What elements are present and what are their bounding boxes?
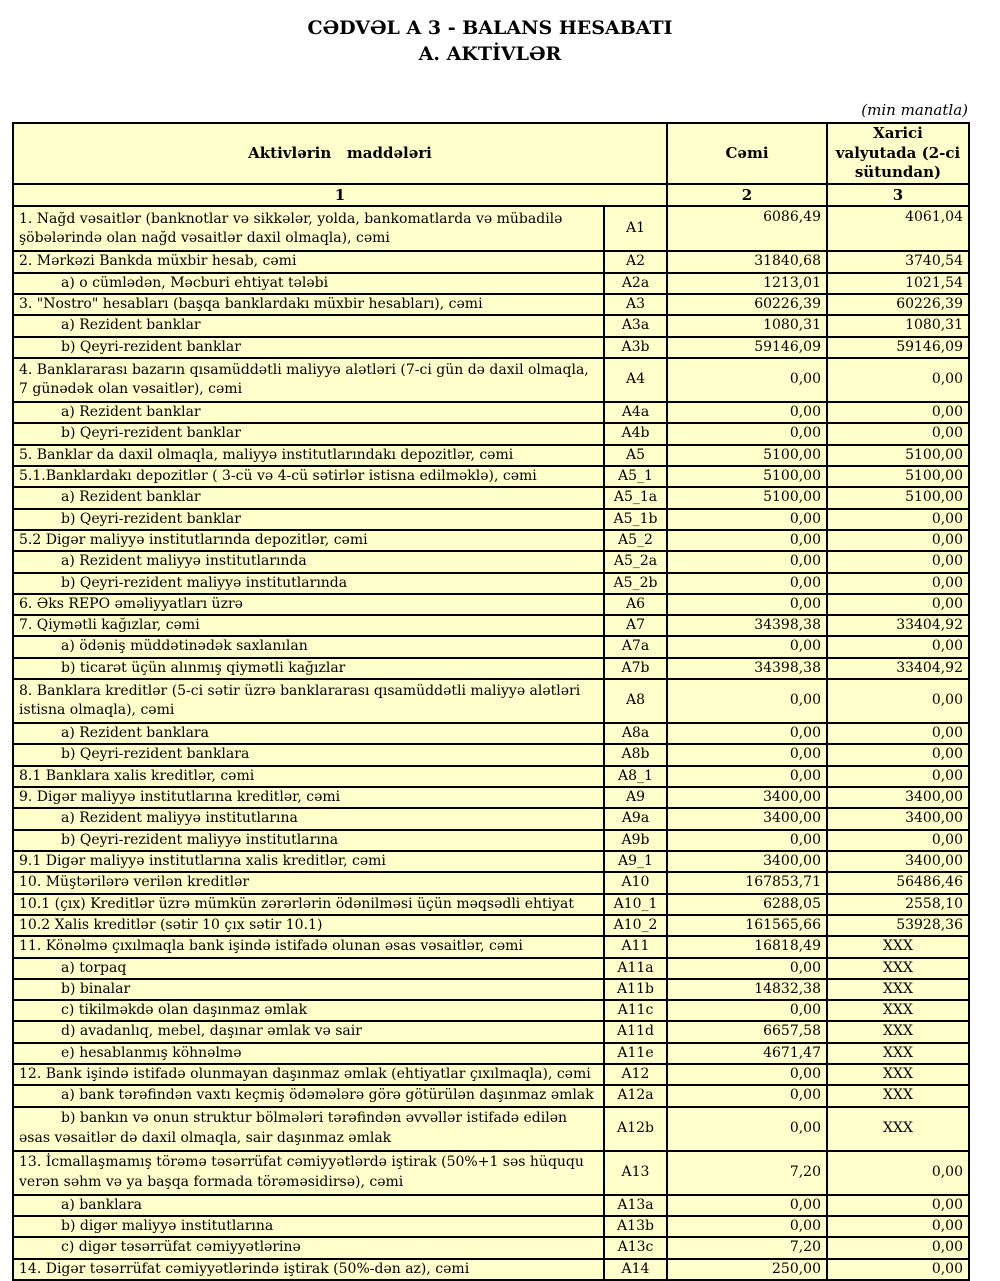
- total-value: 3400,00: [667, 851, 827, 872]
- item-code: A8b: [604, 744, 667, 765]
- foreign-currency-value: 5100,00: [827, 487, 969, 508]
- foreign-currency-value: 0,00: [827, 402, 969, 423]
- total-value: 6288,05: [667, 894, 827, 915]
- column-number-3: 3: [827, 184, 969, 207]
- total-value: 4671,47: [667, 1043, 827, 1064]
- item-code: A11: [604, 936, 667, 957]
- item-code: A4b: [604, 423, 667, 444]
- total-value: 250,00: [667, 1259, 827, 1280]
- item-code: A5_1b: [604, 509, 667, 530]
- document-page: [12, 16, 968, 1281]
- item-label: 5.1.Banklardakı depozitlər ( 3-cü və 4-cü sətirlər istisna edilməklə), cəmi: [13, 466, 604, 487]
- item-code: A5_1: [604, 466, 667, 487]
- item-label: 11. Könəlmə çıxılmaqla bank işində istifadə olunan əsas vəsaitlər, cəmi: [13, 936, 604, 957]
- total-value: 0,00: [667, 958, 827, 979]
- table-row: [13, 423, 969, 444]
- table-row: [13, 894, 969, 915]
- table-row: [13, 487, 969, 508]
- item-code: A5_2a: [604, 551, 667, 572]
- total-value: 5100,00: [667, 487, 827, 508]
- total-value: 0,00: [667, 594, 827, 615]
- item-code: A9: [604, 787, 667, 808]
- table-row: [13, 1043, 969, 1064]
- table-row: [13, 530, 969, 551]
- total-value: 0,00: [667, 509, 827, 530]
- item-code: A12a: [604, 1085, 667, 1106]
- foreign-currency-value: 0,00: [827, 358, 969, 402]
- item-code: A5_2: [604, 530, 667, 551]
- total-value: 167853,71: [667, 872, 827, 893]
- total-value: 31840,68: [667, 251, 827, 272]
- total-value: 7,20: [667, 1237, 827, 1258]
- total-value: 60226,39: [667, 294, 827, 315]
- column-number-1: 1: [13, 184, 667, 207]
- table-row: [13, 744, 969, 765]
- foreign-currency-value: 0,00: [827, 1195, 969, 1216]
- foreign-currency-value: 0,00: [827, 723, 969, 744]
- item-code: A13a: [604, 1195, 667, 1216]
- foreign-currency-value: 0,00: [827, 423, 969, 444]
- item-code: A6: [604, 594, 667, 615]
- item-code: A13b: [604, 1216, 667, 1237]
- item-label: 8. Banklara kreditlər (5-ci sətir üzrə banklararası qısamüddətli maliyyə alətləri istisna olmaqla), cəmi: [13, 679, 604, 723]
- item-label: e) hesablanmış köhnəlmə: [13, 1043, 604, 1064]
- item-code: A10_1: [604, 894, 667, 915]
- table-row: [13, 1000, 969, 1021]
- unit-note: (min manatla): [861, 101, 968, 120]
- item-label: 12. Bank işində istifadə olunmayan daşınmaz əmlak (ehtiyatlar çıxılmaqla), cəmi: [13, 1064, 604, 1085]
- table-row: [13, 337, 969, 358]
- total-value: 34398,38: [667, 658, 827, 679]
- total-value: 0,00: [667, 1085, 827, 1106]
- item-label: 8.1 Banklara xalis kreditlər, cəmi: [13, 766, 604, 787]
- foreign-currency-value: 3400,00: [827, 808, 969, 829]
- total-value: 0,00: [667, 402, 827, 423]
- foreign-currency-value: 0,00: [827, 636, 969, 657]
- total-value: 0,00: [667, 766, 827, 787]
- foreign-currency-value: 4061,04: [827, 206, 969, 251]
- foreign-currency-value: 0,00: [827, 744, 969, 765]
- table-row: [13, 551, 969, 572]
- foreign-currency-value: 5100,00: [827, 445, 969, 466]
- item-code: A13c: [604, 1237, 667, 1258]
- item-label: 14. Digər təsərrüfat cəmiyyətlərində iştirak (50%-dən az), cəmi: [13, 1259, 604, 1280]
- item-code: A11c: [604, 1000, 667, 1021]
- total-value: 0,00: [667, 573, 827, 594]
- foreign-currency-value: 3400,00: [827, 787, 969, 808]
- total-value: 6086,49: [667, 206, 827, 251]
- item-label: b) Qeyri-rezident banklara: [13, 744, 604, 765]
- total-value: 0,00: [667, 551, 827, 572]
- item-label: 7. Qiymətli kağızlar, cəmi: [13, 615, 604, 636]
- total-value: 59146,09: [667, 337, 827, 358]
- table-row: [13, 466, 969, 487]
- table-row: [13, 830, 969, 851]
- foreign-currency-value: 2558,10: [827, 894, 969, 915]
- total-value: 0,00: [667, 679, 827, 723]
- foreign-currency-value: 0,00: [827, 1216, 969, 1237]
- table-row: [13, 1237, 969, 1258]
- total-value: 0,00: [667, 423, 827, 444]
- table-row: [13, 958, 969, 979]
- item-code: A9b: [604, 830, 667, 851]
- table-row: [13, 872, 969, 893]
- item-label: 9.1 Digər maliyyə institutlarına xalis kreditlər, cəmi: [13, 851, 604, 872]
- foreign-currency-value: 3740,54: [827, 251, 969, 272]
- item-code: A10_2: [604, 915, 667, 936]
- foreign-currency-value: 0,00: [827, 1237, 969, 1258]
- column-number-2: 2: [667, 184, 827, 207]
- item-label: a) Rezident maliyyə institutlarında: [13, 551, 604, 572]
- table-row: [13, 766, 969, 787]
- item-code: A3a: [604, 315, 667, 336]
- item-label: 9. Digər maliyyə institutlarına kreditlər, cəmi: [13, 787, 604, 808]
- item-label: a) ödəniş müddətinədək saxlanılan: [13, 636, 604, 657]
- item-code: A11b: [604, 979, 667, 1000]
- foreign-currency-value: 3400,00: [827, 851, 969, 872]
- total-value: 0,00: [667, 1216, 827, 1237]
- total-value: 0,00: [667, 636, 827, 657]
- item-label: 5. Banklar da daxil olmaqla, maliyyə institutlarındakı depozitlər, cəmi: [13, 445, 604, 466]
- item-label: a) banklara: [13, 1195, 604, 1216]
- item-label: 1. Nağd vəsaitlər (banknotlar və sikkələr, yolda, bankomatlarda və mübadilə şöbələrində olan nağd vəsaitlər daxil olmaqla), cəmi: [13, 206, 604, 251]
- item-label: b) binalar: [13, 979, 604, 1000]
- balance-sheet-table: [12, 122, 970, 1281]
- foreign-currency-value: XXX: [827, 936, 969, 957]
- foreign-currency-value: 59146,09: [827, 337, 969, 358]
- foreign-currency-value: 0,00: [827, 509, 969, 530]
- item-code: A11a: [604, 958, 667, 979]
- total-value: 3400,00: [667, 808, 827, 829]
- table-row: [13, 358, 969, 402]
- table-row: [13, 445, 969, 466]
- item-label: a) o cümlədən, Məcburi ehtiyat tələbi: [13, 273, 604, 294]
- header-row: [13, 123, 969, 184]
- item-label: b) ticarət üçün alınmış qiymətli kağızlar: [13, 658, 604, 679]
- foreign-currency-value: 60226,39: [827, 294, 969, 315]
- table-row: [13, 1064, 969, 1085]
- item-code: A5_1a: [604, 487, 667, 508]
- item-code: A11d: [604, 1021, 667, 1042]
- foreign-currency-value: 0,00: [827, 830, 969, 851]
- total-value: 0,00: [667, 830, 827, 851]
- total-value: 0,00: [667, 1000, 827, 1021]
- item-code: A4a: [604, 402, 667, 423]
- item-code: A1: [604, 206, 667, 251]
- table-row: [13, 294, 969, 315]
- document-subtitle: A. AKTİVLƏR: [418, 42, 562, 65]
- item-label: 4. Banklararası bazarın qısamüddətli maliyyə alətləri (7-ci gün də daxil olmaqla, 7 günədək olan vəsaitlər), cəmi: [13, 358, 604, 402]
- foreign-currency-value: 0,00: [827, 573, 969, 594]
- table-row: [13, 251, 969, 272]
- total-value: 0,00: [667, 1195, 827, 1216]
- table-row: [13, 206, 969, 251]
- item-label: d) avadanlıq, mebel, daşınar əmlak və sair: [13, 1021, 604, 1042]
- total-value: 6657,58: [667, 1021, 827, 1042]
- item-label: b) Qeyri-rezident maliyyə institutlarına: [13, 830, 604, 851]
- item-label: a) Rezident banklar: [13, 315, 604, 336]
- item-label: a) Rezident maliyyə institutlarına: [13, 808, 604, 829]
- item-label: 10. Müştərilərə verilən kreditlər: [13, 872, 604, 893]
- total-value: 0,00: [667, 744, 827, 765]
- item-label: 10.2 Xalis kreditlər (sətir 10 çıx sətir 10.1): [13, 915, 604, 936]
- title-block: [12, 16, 968, 67]
- total-value: 161565,66: [667, 915, 827, 936]
- foreign-currency-value: XXX: [827, 1064, 969, 1085]
- table-row: [13, 594, 969, 615]
- table-body: [13, 123, 969, 1280]
- item-code: A13: [604, 1151, 667, 1195]
- foreign-currency-value: 56486,46: [827, 872, 969, 893]
- total-value: 3400,00: [667, 787, 827, 808]
- item-label: b) digər maliyyə institutlarına: [13, 1216, 604, 1237]
- item-code: A9_1: [604, 851, 667, 872]
- total-value: 0,00: [667, 1107, 827, 1151]
- table-row: [13, 315, 969, 336]
- item-code: A12: [604, 1064, 667, 1085]
- item-code: A2a: [604, 273, 667, 294]
- table-row: [13, 273, 969, 294]
- item-label: 13. İcmallaşmamış törəmə təsərrüfat cəmiyyətlərdə iştirak (50%+1 səs hüququ verən səhm və ya başqa formada törəməsidirsə), cəmi: [13, 1151, 604, 1195]
- item-code: A8: [604, 679, 667, 723]
- table-row: [13, 1107, 969, 1151]
- foreign-currency-value: 1021,54: [827, 273, 969, 294]
- table-row: [13, 851, 969, 872]
- item-label: b) Qeyri-rezident maliyyə institutlarında: [13, 573, 604, 594]
- item-label: c) tikilməkdə olan daşınmaz əmlak: [13, 1000, 604, 1021]
- total-value: 5100,00: [667, 445, 827, 466]
- foreign-currency-value: XXX: [827, 1085, 969, 1106]
- foreign-currency-value: 33404,92: [827, 615, 969, 636]
- foreign-currency-value: 0,00: [827, 766, 969, 787]
- foreign-currency-value: 0,00: [827, 551, 969, 572]
- total-value: 0,00: [667, 1064, 827, 1085]
- item-label: a) Rezident banklara: [13, 723, 604, 744]
- item-label: a) Rezident banklar: [13, 402, 604, 423]
- total-value: 34398,38: [667, 615, 827, 636]
- item-label: b) Qeyri-rezident banklar: [13, 337, 604, 358]
- foreign-currency-value: XXX: [827, 1107, 969, 1151]
- table-row: [13, 573, 969, 594]
- table-row: [13, 636, 969, 657]
- table-row: [13, 1021, 969, 1042]
- table-row: [13, 509, 969, 530]
- header-items: Aktivlərin maddələri: [13, 123, 667, 184]
- item-code: A9a: [604, 808, 667, 829]
- item-code: A7a: [604, 636, 667, 657]
- total-value: 0,00: [667, 530, 827, 551]
- item-code: A5: [604, 445, 667, 466]
- item-code: A12b: [604, 1107, 667, 1151]
- item-code: A2: [604, 251, 667, 272]
- table-row: [13, 1151, 969, 1195]
- total-value: 14832,38: [667, 979, 827, 1000]
- item-label: 2. Mərkəzi Bankda müxbir hesab, cəmi: [13, 251, 604, 272]
- item-code: A4: [604, 358, 667, 402]
- table-row: [13, 787, 969, 808]
- item-code: A8a: [604, 723, 667, 744]
- foreign-currency-value: 0,00: [827, 1151, 969, 1195]
- item-label: a) bank tərəfindən vaxtı keçmiş ödəmələrə görə götürülən daşınmaz əmlak: [13, 1085, 604, 1106]
- table-row: [13, 936, 969, 957]
- total-value: 1080,31: [667, 315, 827, 336]
- total-value: 7,20: [667, 1151, 827, 1195]
- table-row: [13, 658, 969, 679]
- table-row: [13, 915, 969, 936]
- header-total: Cəmi: [667, 123, 827, 184]
- foreign-currency-value: XXX: [827, 958, 969, 979]
- header-foreign: Xarici valyutada (2-ci sütundan): [827, 123, 969, 184]
- item-code: A5_2b: [604, 573, 667, 594]
- item-label: a) Rezident banklar: [13, 487, 604, 508]
- foreign-currency-value: XXX: [827, 1021, 969, 1042]
- table-row: [13, 1216, 969, 1237]
- column-number-row: [13, 184, 969, 207]
- item-label: 10.1 (çıx) Kreditlər üzrə mümkün zərərlərin ödənilməsi üçün məqsədli ehtiyat: [13, 894, 604, 915]
- total-value: 0,00: [667, 358, 827, 402]
- foreign-currency-value: XXX: [827, 1000, 969, 1021]
- total-value: 16818,49: [667, 936, 827, 957]
- item-label: a) torpaq: [13, 958, 604, 979]
- item-label: 3. "Nostro" hesabları (başqa banklardakı müxbir hesabları), cəmi: [13, 294, 604, 315]
- foreign-currency-value: 53928,36: [827, 915, 969, 936]
- item-code: A10: [604, 872, 667, 893]
- table-row: [13, 679, 969, 723]
- foreign-currency-value: 0,00: [827, 530, 969, 551]
- foreign-currency-value: 0,00: [827, 1259, 969, 1280]
- item-code: A7b: [604, 658, 667, 679]
- item-code: A14: [604, 1259, 667, 1280]
- foreign-currency-value: 33404,92: [827, 658, 969, 679]
- table-row: [13, 723, 969, 744]
- total-value: 1213,01: [667, 273, 827, 294]
- table-row: [13, 1085, 969, 1106]
- total-value: 5100,00: [667, 466, 827, 487]
- item-label: 5.2 Digər maliyyə institutlarında depozitlər, cəmi: [13, 530, 604, 551]
- foreign-currency-value: 0,00: [827, 679, 969, 723]
- item-label: c) digər təsərrüfat cəmiyyətlərinə: [13, 1237, 604, 1258]
- table-row: [13, 979, 969, 1000]
- total-value: 0,00: [667, 723, 827, 744]
- table-row: [13, 1259, 969, 1280]
- item-label: b) Qeyri-rezident banklar: [13, 423, 604, 444]
- item-code: A11e: [604, 1043, 667, 1064]
- foreign-currency-value: XXX: [827, 1043, 969, 1064]
- item-code: A7: [604, 615, 667, 636]
- table-row: [13, 615, 969, 636]
- table-row: [13, 402, 969, 423]
- foreign-currency-value: 1080,31: [827, 315, 969, 336]
- item-label: 6. Əks REPO əməliyyatları üzrə: [13, 594, 604, 615]
- item-code: A3b: [604, 337, 667, 358]
- item-code: A8_1: [604, 766, 667, 787]
- document-title: CƏDVƏL A 3 - BALANS HESABATI: [307, 17, 673, 39]
- table-row: [13, 808, 969, 829]
- item-label: b) bankın və onun struktur bölmələri tərəfindən əvvəllər istifadə edilən əsas vəsaitlər də daxil olmaqla, sair daşınmaz əmlak: [13, 1107, 604, 1151]
- table-row: [13, 1195, 969, 1216]
- foreign-currency-value: XXX: [827, 979, 969, 1000]
- foreign-currency-value: 0,00: [827, 594, 969, 615]
- item-label: b) Qeyri-rezident banklar: [13, 509, 604, 530]
- item-code: A3: [604, 294, 667, 315]
- foreign-currency-value: 5100,00: [827, 466, 969, 487]
